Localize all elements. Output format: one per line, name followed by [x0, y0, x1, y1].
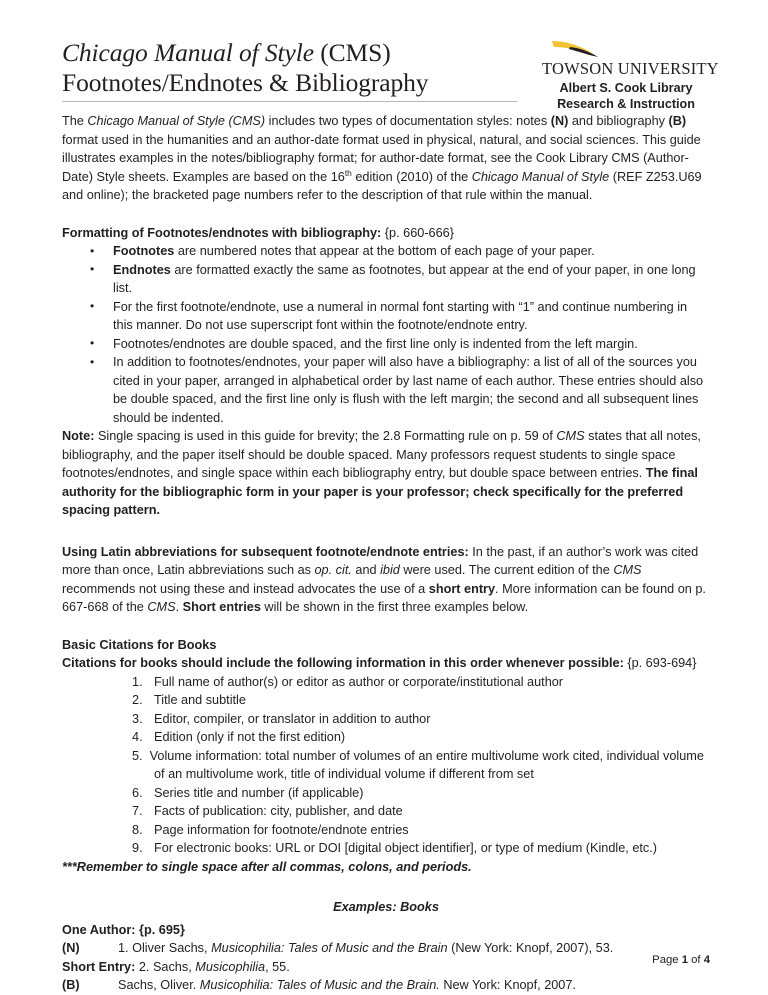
logo-department-name: Research & Instruction	[557, 97, 695, 111]
list-item	[62, 673, 710, 692]
latin-cms-italic: CMS	[613, 563, 642, 577]
intro-b-bold: (B)	[668, 114, 687, 128]
bibliography-tag: (B)	[62, 978, 80, 992]
page-title-suffix: (CMS)	[313, 38, 391, 67]
one-author-heading-bold: One Author: {p. 695}	[62, 922, 185, 937]
document-header	[62, 0, 719, 112]
intro-paragraph	[62, 112, 710, 205]
note-t3: states that all notes, bibliography, and the paper itself should be double spaced. Many professors request students to single space footnotes/endnotes, and single space within each bibliography entry, but double space between entries.	[62, 429, 701, 480]
one-author-heading	[62, 921, 710, 940]
remember-note	[62, 858, 710, 877]
note-label: Note:	[62, 429, 95, 443]
towson-swoosh-icon	[550, 38, 604, 60]
bibliography-prefix: Sachs, Oliver.	[118, 978, 200, 992]
latin-heading-bold: Using Latin abbreviations for subsequent footnote/endnote entries:	[62, 544, 469, 559]
intro-t9: edition (2010) of the	[351, 169, 472, 184]
page-title-italic: Chicago Manual of Style	[62, 38, 314, 67]
latin-t9: . More information can be found on p. 667-668 of the	[62, 581, 706, 614]
numbered-item-text: Full name of author(s) or editor as author or corporate/institutional author	[154, 674, 564, 689]
logo-library-name: Albert S. Cook Library	[559, 81, 693, 95]
numbered-item-text: Page information for footnote/endnote entries	[154, 822, 409, 837]
latin-opcit-italic: op. cit.	[314, 563, 352, 577]
numbered-item-text: Facts of publication: city, publisher, and date	[154, 804, 403, 818]
intro-ordinal-sup: th	[344, 167, 352, 178]
list-item	[62, 728, 710, 747]
document-body	[62, 112, 710, 995]
bibliography-suffix: New York: Knopf, 2007.	[439, 978, 576, 992]
list-item	[62, 353, 710, 427]
numbered-item-text: Editor, compiler, or translator in addition to author	[154, 711, 431, 726]
short-entry-suffix: , 55.	[265, 959, 290, 974]
numbered-item-text: Series title and number (if applicable)	[154, 785, 364, 800]
remember-note-text: ***Remember to single space after all commas, colons, and periods.	[62, 859, 472, 874]
basic-citations-numbered-list	[62, 673, 710, 858]
list-item	[62, 298, 710, 335]
note-tag: (N)	[62, 941, 80, 955]
note-citation-prefix: 1. Oliver Sachs,	[118, 941, 212, 955]
bullet-text: For the first footnote/endnote, use a numeral in normal font starting with “1” and continue numbering in this manner. Do not use superscript font within the footnote/endnote entry.	[113, 299, 688, 332]
list-item	[62, 242, 710, 261]
formatting-heading-ref: {p. 660-666}	[381, 225, 454, 240]
basic-citations-heading	[62, 636, 710, 655]
latin-cms-italic-2: CMS	[147, 600, 176, 614]
numbered-item-text: For electronic books: URL or DOI [digital object identifier], or type of medium (Kindle, etc.)	[154, 841, 658, 855]
short-entry-prefix: 2. Sachs,	[135, 959, 196, 974]
basic-citations-heading-bold: Basic Citations for Books	[62, 637, 217, 652]
list-item	[62, 335, 710, 354]
bullet-text: are formatted exactly the same as footnotes, but appear at the end of your paper, in one long list.	[113, 262, 696, 295]
footer-current-page: 1	[681, 954, 688, 966]
list-item	[62, 784, 710, 803]
example-bibliography-line	[62, 976, 710, 995]
numbered-item-text: Volume information: total number of volumes of an entire multivolume work cited, individual volume of an multivolume work, title of individual volume if different from set	[149, 748, 704, 781]
bullet-lead-bold: Endnotes	[113, 262, 171, 277]
bullet-lead-bold: Footnotes	[113, 244, 175, 258]
bullet-text: In addition to footnotes/endnotes, your paper will also have a bibliography: a list of all of the sources you cited in your paper, arranged in alphabetical order by last name of each author. These entries should also be double spaced, and the first line only is flush with the left margin; the second and all subsequent lines should be indented.	[113, 355, 704, 425]
list-item	[62, 839, 710, 858]
latin-t1: In the past, if an author’s work was cited more than once, Latin abbreviations such as	[62, 544, 699, 577]
latin-ibid-italic: ibid	[380, 563, 400, 577]
intro-n-bold: (N)	[550, 114, 569, 128]
bibliography-title: Musicophilia: Tales of Music and the Brain.	[199, 978, 440, 992]
note-cms-italic: CMS	[556, 429, 585, 443]
list-item	[62, 821, 710, 840]
note-paragraph	[62, 427, 710, 520]
formatting-heading-bold: Formatting of Footnotes/endnotes with bibliography:	[62, 225, 382, 240]
latin-shortentry-bold: short entry	[428, 581, 496, 596]
latin-abbreviations-paragraph	[62, 543, 710, 617]
intro-t5: and bibliography	[568, 114, 669, 128]
list-item	[62, 802, 710, 821]
numbered-item-text: Title and subtitle	[154, 693, 246, 707]
page-title-line-2: Footnotes/Endnotes & Bibliography	[62, 68, 429, 97]
note-citation-title: Musicophilia: Tales of Music and the Brain	[211, 941, 448, 955]
note-citation-suffix: (New York: Knopf, 2007), 53.	[447, 941, 614, 955]
list-item	[62, 261, 710, 298]
page-title-line-1	[62, 38, 517, 68]
intro-t3: includes two types of documentation styles: notes	[265, 114, 551, 128]
examples-heading: Examples: Books	[333, 900, 439, 914]
basic-citations-subheading-ref: {p. 693-694}	[623, 656, 697, 670]
intro-t11: (REF Z253.U69 and online); the bracketed page numbers refer to the description of that rule within the manual.	[62, 169, 702, 202]
short-entry-title: Musicophilia	[195, 959, 266, 974]
latin-t7: recommends not using these and instead advocates the use of a	[62, 581, 429, 596]
latin-shortentries-bold: Short entries	[182, 600, 261, 614]
note-t1: Single spacing is used in this guide for brevity; the 2.8 Formatting rule on p. 59 of	[94, 429, 557, 443]
list-item	[62, 691, 710, 710]
latin-t11: .	[175, 600, 183, 614]
list-item: 5. Volume information: total number of volumes of an entire multivolume work cited, individual volume of an multivolume work, title of individual volume if different from set	[132, 748, 704, 781]
latin-t13: will be shown in the first three examples below.	[260, 600, 529, 614]
title-block	[62, 38, 517, 102]
note-final-authority-bold: The final authority for the bibliographic form in your paper is your professor; check specifically for the preferred spacing pattern.	[62, 466, 698, 517]
latin-t5: were used. The current edition of the	[399, 563, 614, 577]
footer-prefix: Page	[652, 954, 682, 966]
formatting-heading	[62, 224, 710, 243]
numbered-item-text: Edition (only if not the first edition)	[154, 730, 346, 744]
footer-middle: of	[688, 954, 704, 966]
logo-university-name: TOWSON UNIVERSITY	[542, 59, 719, 78]
intro-cms-italic: Chicago Manual of Style (CMS)	[87, 114, 266, 128]
footer-total-pages: 4	[703, 954, 710, 966]
intro-cms-italic-2: Chicago Manual of Style	[471, 169, 610, 184]
basic-citations-subheading-bold: Citations for books should include the following information in this order whenever possible:	[62, 656, 624, 670]
short-entry-tag: Short Entry:	[62, 959, 136, 974]
bullet-text: are numbered notes that appear at the bottom of each page of your paper.	[174, 244, 595, 258]
basic-citations-subheading	[62, 654, 710, 673]
bullet-text: Footnotes/endnotes are double spaced, and the first line only is indented from the left margin.	[113, 336, 638, 351]
page-footer	[62, 954, 710, 966]
intro-t7: format used in the humanities and an author-date format used in physical, natural, and social sciences. This guide illustrates examples in the notes/bibliography format; for author-date format, see the Cook Library CMS (Author-Date) Style sheets. Examples are based on the 16	[62, 132, 701, 184]
intro-t1: The	[62, 114, 88, 128]
list-item	[62, 710, 710, 729]
latin-t3: and	[351, 563, 381, 577]
formatting-bullet-list	[62, 242, 710, 427]
towson-university-logo	[542, 38, 719, 112]
